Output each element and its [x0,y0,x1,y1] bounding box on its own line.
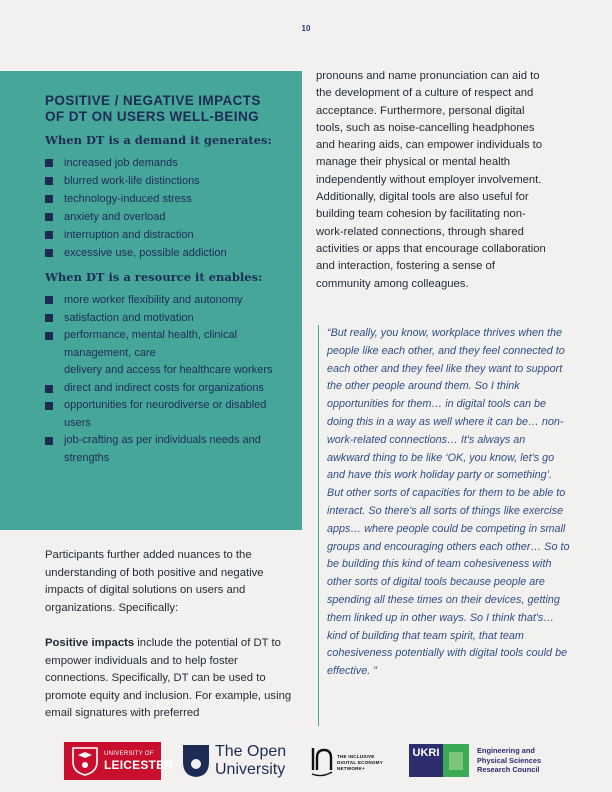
resource-heading: When DT is a resource it enables: [45,270,263,284]
list-item [45,172,292,190]
open-university-shield-icon [182,744,210,778]
impacts-box [0,71,302,530]
bullet-square-icon [45,332,53,340]
impacts-box-title [45,93,292,125]
inclusive-logo-line2: DIGITAL ECONOMY [337,760,383,765]
list-item [45,154,292,172]
resource-list [45,291,292,467]
leicester-logo-line1: UNIVERSITY OF [104,751,154,757]
list-item-text: direct and indirect costs for organizations [64,381,264,394]
list-item-text: performance, mental health, clinical management, care [64,329,238,359]
bullet-square-icon [45,385,53,393]
open-university-logo [182,742,292,782]
list-item [45,327,292,380]
impacts-box-title-line2: OF DT ON USERS WELL-BEING [45,109,259,124]
participant-quote [318,325,570,726]
list-item-text: excessive use, possible addiction [64,247,227,259]
open-logo-line1: The Open [215,743,287,760]
list-item [45,432,292,467]
list-item-text: satisfaction and motivation [64,312,194,324]
right-paragraph: pronouns and name pronunciation can aid to the development of a culture of respect and acceptance. Furthermore, personal digital tools, such as noise-cancelling headphones and hearing aids, can empower individuals to manage their physical or mental health independently without employer involvement. Additionally, digital tools are also useful for building team cohesion by facilitating non-work-related connections, through shared activities or apps that encourage collaboration and interaction, fostering a sense of community among colleagues. [316,70,546,290]
list-item [45,244,292,262]
list-item [45,208,292,226]
bullet-square-icon [45,195,53,203]
list-item-text: anxiety and overload [64,211,166,223]
left-paragraph-2 [45,635,297,723]
inclusive-network-mark-icon [309,744,335,778]
left-paragraph-2-text: include the potential of DT to empower individuals and to help foster connections. Specifically, DT can be used to promote equity and inclusion. For example, using email signatures with preferred [45,637,292,719]
list-item-text: blurred work-life distinctions [64,175,200,187]
list-item [45,190,292,208]
epsrc-logo-text [477,746,541,775]
ukri-mark: UKRI [409,744,443,777]
demand-list [45,154,292,262]
university-of-leicester-logo [64,742,174,780]
list-item [45,380,292,398]
bullet-square-icon [45,402,53,410]
epsrc-logo-line3: Research Council [477,765,540,774]
positive-impacts-label: Positive impacts [45,637,135,649]
bullet-square-icon [45,249,53,257]
bullet-square-icon [45,437,53,445]
quote-text: “But really, you know, workplace thrives when the people like each other, and they feel connected to each other and they feel like they want to support the other people around them. So I think opportunities for them… in digital tools can be doing this in a way as well where it can be… non-work-related connections… It's always an awkward thing to be like ‘OK, you know, let's go and have this work holiday party or something’. But other sorts of capacities for them to be able to interact. So there's all sorts of things like exercise apps… where people could be competing in small groups and encouraging others each other… So to be building this kind of team cohesiveness with other sorts of digital tools because people are spending all these times on their devices, getting them linked up in other ways. So I think that's… kind of building that team spirit, that team cohesiveness potentially with digital tools could be effective. ” [327,327,570,678]
list-item-text: interruption and distraction [64,229,194,241]
bullet-square-icon [45,159,53,167]
inclusive-logo-text [337,754,383,772]
epsrc-logo-line2: Physical Sciences [477,755,542,765]
list-item-text: technology-induced stress [64,193,192,205]
bullet-square-icon [45,314,53,322]
list-item-text: opportunities for neurodiverse or disabled users [64,399,267,429]
partner-logos [0,740,612,785]
list-item-text: increased job demands [64,157,178,169]
leicester-crest-icon [71,746,99,776]
list-item [45,309,292,327]
left-column-text [45,547,297,741]
list-item-text: job-crafting as per individuals needs and strengths [64,434,261,464]
list-item-text: more worker flexibility and autonomy [64,294,243,306]
left-paragraph-1: Participants further added nuances to the understanding of both positive and negative impacts of digital solutions on users and organizations. Specifically: [45,549,264,614]
leicester-logo-line2: LEICESTER [104,758,174,772]
bullet-square-icon [45,213,53,221]
bullet-square-icon [45,296,53,304]
demand-heading: When DT is a demand it generates: [45,133,272,147]
list-item-text-continued: delivery and access for healthcare workers [64,364,273,376]
impacts-box-title-line1: POSITIVE / NEGATIVE IMPACTS [45,93,261,108]
ukri-epsrc-logo [409,744,579,780]
inclusive-digital-economy-logo [309,744,399,780]
right-column-text [316,68,552,293]
inclusive-logo-line1: THE INCLUSIVE [337,754,375,759]
page-number: 10 [301,24,311,33]
bullet-square-icon [45,231,53,239]
bullet-square-icon [45,177,53,185]
inclusive-logo-line3: NETWORK+ [337,766,366,771]
list-item [45,226,292,244]
ukri-light-green-block [449,752,463,770]
list-item [45,397,292,432]
list-item [45,291,292,309]
open-logo-line2: University [215,761,286,778]
epsrc-logo-line1: Engineering and [477,746,535,755]
